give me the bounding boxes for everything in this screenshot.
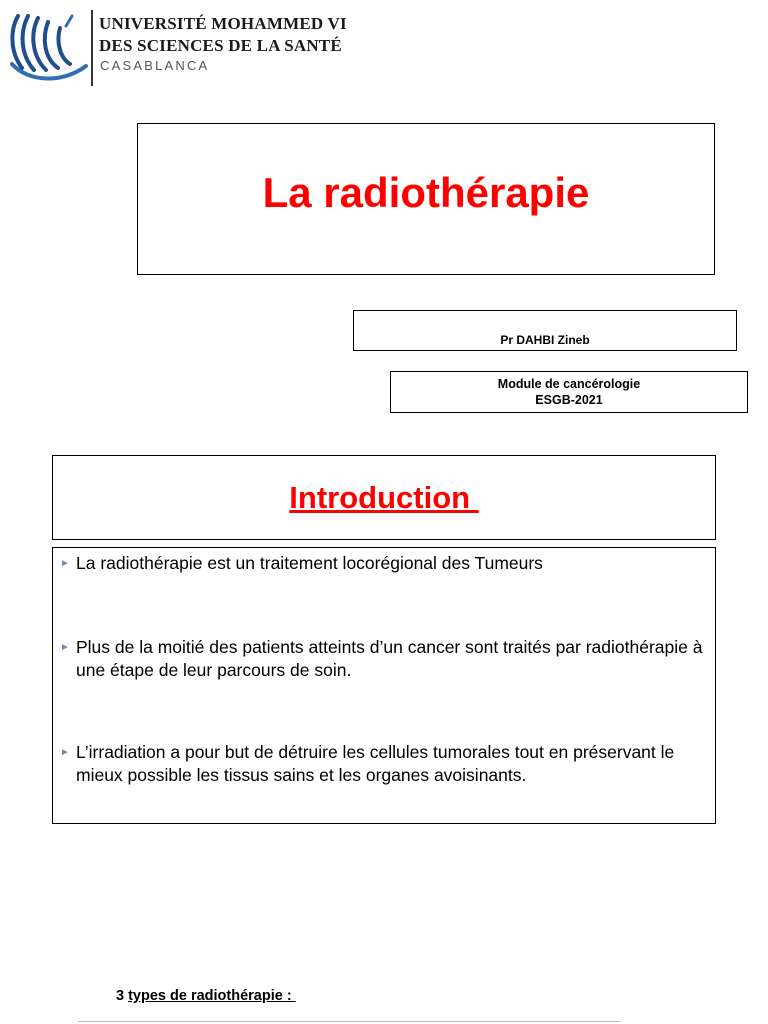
university-name-line2: DES SCIENCES DE LA SANTÉ (99, 36, 342, 55)
author-name: Pr DAHBI Zineb (500, 332, 590, 347)
bullet-text: La radiothérapie est un traitement locorégional des Tumeurs (76, 553, 543, 573)
logo-divider (91, 10, 93, 86)
bullet-text: L’irradiation a pour but de détruire les cellules tumorales tout en préservant le mieux possible les tissus sains et les organes avoisinants. (76, 742, 675, 785)
introduction-heading: Introduction (289, 480, 479, 515)
list-item (59, 552, 705, 575)
logo-swoosh-icon (6, 8, 90, 86)
module-box (390, 371, 748, 413)
triangle-bullet-icon: ► (60, 747, 70, 758)
introduction-bullets-box (52, 547, 716, 824)
list-item (59, 636, 705, 682)
list-item (59, 741, 705, 787)
university-logo-icon (6, 8, 90, 86)
triangle-bullet-icon: ► (60, 558, 70, 569)
university-city: CASABLANCA (100, 58, 210, 73)
university-name-line1: UNIVERSITÉ MOHAMMED VI (99, 14, 347, 33)
bullet-text: Plus de la moitié des patients atteints d’un cancer sont traités par radiothérapie à une étape de leur parcours de soin. (76, 637, 703, 680)
divider (78, 1021, 620, 1022)
module-year: ESGB-2021 (535, 393, 603, 407)
types-heading-text: types de radiothérapie : (128, 988, 296, 1004)
page-title: La radiothérapie (262, 169, 590, 216)
title-box (137, 123, 715, 275)
introduction-heading-box (52, 455, 716, 540)
author-box (353, 310, 737, 351)
module-name: Module de cancérologie (497, 377, 641, 391)
types-heading (116, 988, 296, 1004)
triangle-bullet-icon: ► (60, 642, 70, 653)
types-count: 3 (116, 988, 129, 1004)
